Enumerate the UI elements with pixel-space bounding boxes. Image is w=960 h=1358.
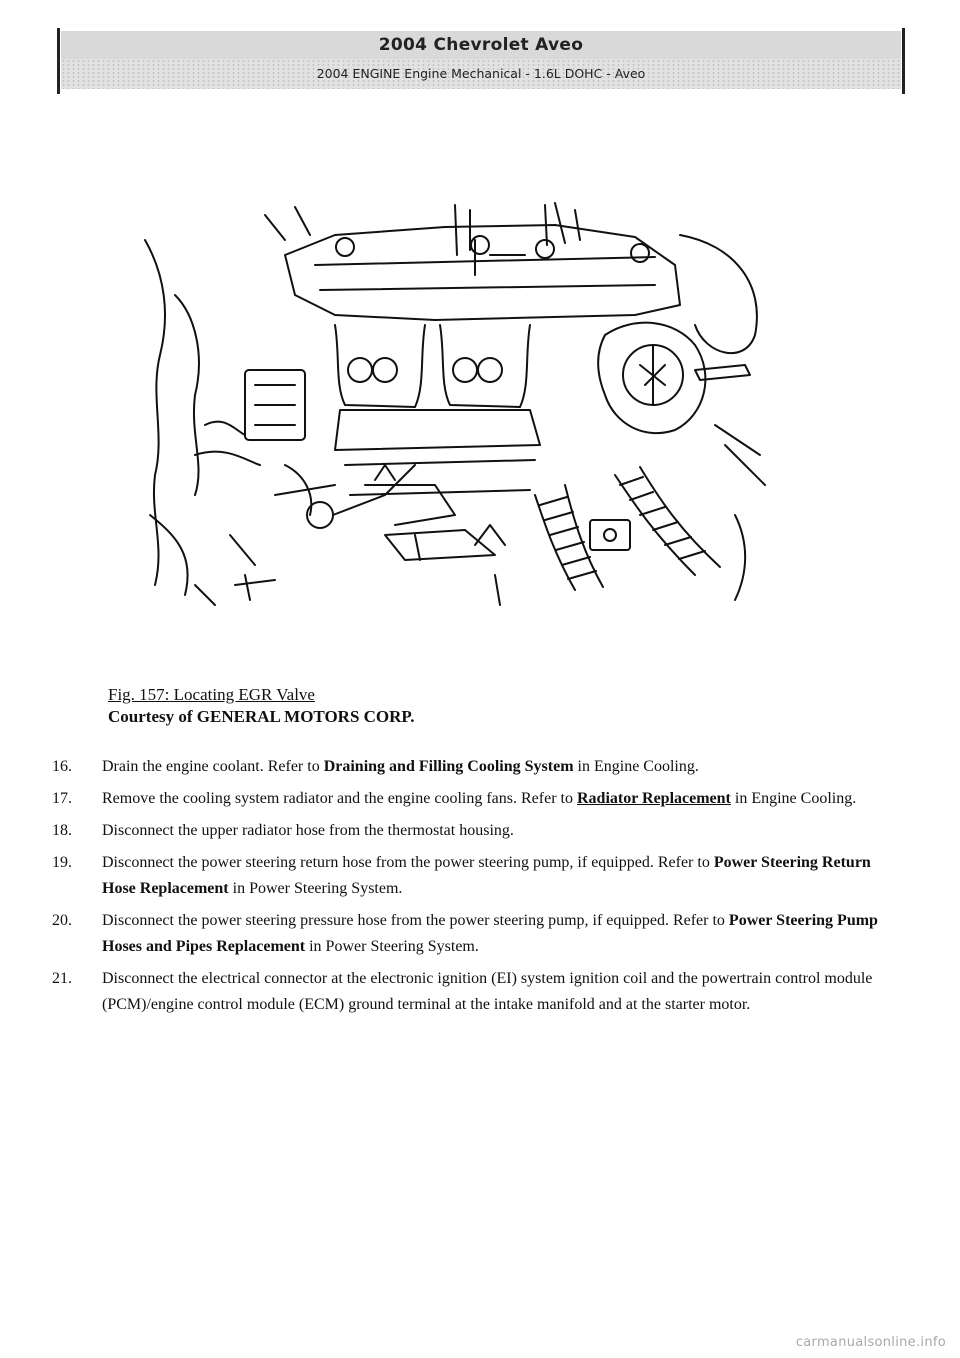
- step-number: 16.: [52, 758, 72, 775]
- header-right-rule: [902, 28, 905, 94]
- figure-title-link[interactable]: Fig. 157: Locating EGR Valve: [108, 685, 315, 704]
- step-text: Drain the engine coolant. Refer to: [102, 758, 324, 775]
- watermark: carmanualsonline.info: [795, 1335, 946, 1350]
- procedure-steps: [52, 754, 892, 1024]
- egr-valve-illustration: [135, 195, 775, 615]
- step-number: 18.: [52, 822, 72, 839]
- page-header: [57, 28, 905, 92]
- figure-courtesy: Courtesy of GENERAL MOTORS CORP.: [108, 707, 415, 726]
- reference-link[interactable]: Power Steering Pump Hoses and Pipes Replacement: [102, 912, 878, 955]
- step-17: [52, 786, 892, 812]
- step-19: [52, 850, 892, 902]
- reference-link[interactable]: Draining and Filling Cooling System: [323, 758, 574, 775]
- step-text: Disconnect the power steering return hose from the power steering pump, if equipped. Refer to: [102, 854, 714, 871]
- step-number: 20.: [52, 912, 72, 929]
- step-text: Disconnect the electrical connector at the electronic ignition (EI) system ignition coil and the powertrain control module (PCM)/engine control module (ECM) ground terminal at the intake manifold and at the starter motor.: [102, 970, 873, 1013]
- header-title: 2004 Chevrolet Aveo: [61, 31, 901, 59]
- figure-caption: [108, 684, 415, 728]
- step-16: [52, 754, 892, 780]
- step-text: Disconnect the power steering pressure hose from the power steering pump, if equipped. Refer to: [102, 912, 729, 929]
- step-text: in Engine Cooling.: [573, 758, 699, 775]
- step-text: in Engine Cooling.: [730, 790, 857, 807]
- header-left-rule: [57, 28, 60, 94]
- step-18: [52, 818, 892, 844]
- step-text: in Power Steering System.: [305, 938, 479, 955]
- reference-link[interactable]: Radiator Replacement: [576, 790, 731, 807]
- header-subtitle: 2004 ENGINE Engine Mechanical - 1.6L DOHC - Aveo: [61, 59, 901, 89]
- step-text: in Power Steering System.: [228, 880, 403, 897]
- reference-link[interactable]: Power Steering Return Hose Replacement: [102, 854, 871, 897]
- step-number: 19.: [52, 854, 72, 871]
- step-text: Remove the cooling system radiator and the engine cooling fans. Refer to: [102, 790, 577, 807]
- step-text: Disconnect the upper radiator hose from the thermostat housing.: [102, 822, 514, 839]
- step-20: [52, 908, 892, 960]
- step-21: [52, 966, 892, 1018]
- step-number: 21.: [52, 970, 72, 987]
- step-number: 17.: [52, 790, 72, 807]
